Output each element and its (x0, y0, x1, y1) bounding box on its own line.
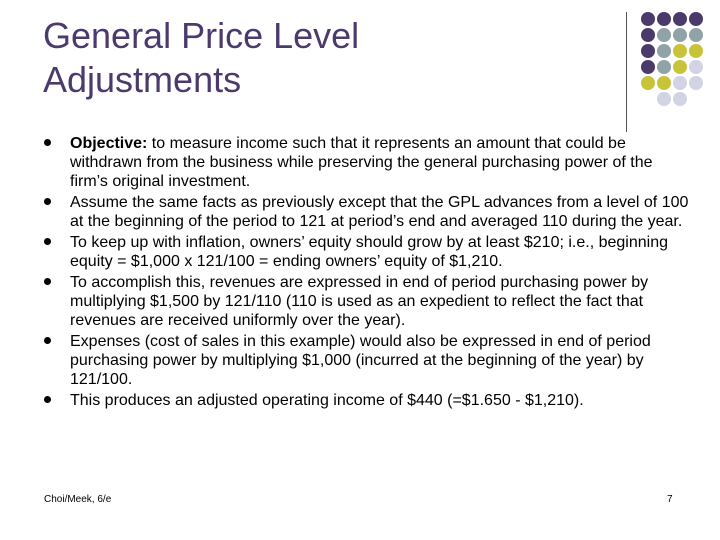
bullet-icon (44, 278, 51, 285)
objective-label: Objective: (70, 135, 148, 152)
bullet-item (44, 233, 694, 271)
bullet-icon (44, 396, 51, 403)
bullet-text: Assume the same facts as previously except that the GPL advances from a level of 100 at the beginning of the period to 121 at period’s end and averaged 110 during the year. (70, 194, 689, 230)
decorative-dot (673, 28, 687, 42)
bullet-text: To accomplish this, revenues are expressed in end of period purchasing power by multiplying $1,500 by 121/110 (110 is used as an expedient to reflect the fact that revenues are received uniformly over the year). (70, 274, 649, 329)
bullet-icon (44, 238, 51, 245)
decorative-dot-grid (641, 12, 720, 112)
decorative-dot (689, 60, 703, 74)
bullet-text: Expenses (cost of sales in this example) would also be expressed in end of period purchasing power by multiplying $1,000 (incurred at the beginning of the year) by 121/100. (70, 333, 651, 388)
bullet-list (44, 134, 694, 412)
bullet-icon (44, 198, 51, 205)
bullet-text: to measure income such that it represents an amount that could be withdrawn from the business while preserving the general purchasing power of the firm’s original investment. (70, 135, 653, 190)
decorative-dot (641, 44, 655, 58)
decorative-dot (657, 28, 671, 42)
title-line-1: General Price Level (43, 15, 360, 56)
title-line-2: Adjustments (43, 59, 242, 100)
decorative-dot (657, 44, 671, 58)
decorative-dot (641, 12, 655, 26)
page-number: 7 (667, 494, 673, 505)
decorative-dot (657, 76, 671, 90)
decorative-dot (657, 92, 671, 106)
bullet-text: This produces an adjusted operating income of $440 (=$1.650 - $1,210). (70, 392, 584, 409)
bullet-icon (44, 139, 51, 146)
decorative-dot (673, 92, 687, 106)
bullet-item (44, 273, 694, 330)
decorative-dot (689, 12, 703, 26)
bullet-icon (44, 337, 51, 344)
decorative-dot (689, 44, 703, 58)
decorative-dot (673, 44, 687, 58)
bullet-item (44, 332, 694, 389)
bullet-item (44, 193, 694, 231)
bullet-item-objective (44, 134, 694, 191)
slide-title (43, 14, 563, 102)
bullet-text: To keep up with inflation, owners’ equity should grow by at least $210; i.e., beginning equity = $1,000 x 121/100 = ending owners’ equity of $1,210. (70, 234, 668, 270)
decorative-dot (641, 60, 655, 74)
decorative-dot (641, 28, 655, 42)
decorative-dot (641, 76, 655, 90)
decorative-dot (689, 76, 703, 90)
bullet-item (44, 391, 694, 410)
decorative-dot (673, 12, 687, 26)
divider-line (626, 12, 627, 132)
footer-source: Choi/Meek, 6/e (44, 494, 112, 505)
decorative-dot (657, 12, 671, 26)
decorative-dot (673, 76, 687, 90)
decorative-dot (689, 28, 703, 42)
decorative-dot (673, 60, 687, 74)
decorative-dot (657, 60, 671, 74)
